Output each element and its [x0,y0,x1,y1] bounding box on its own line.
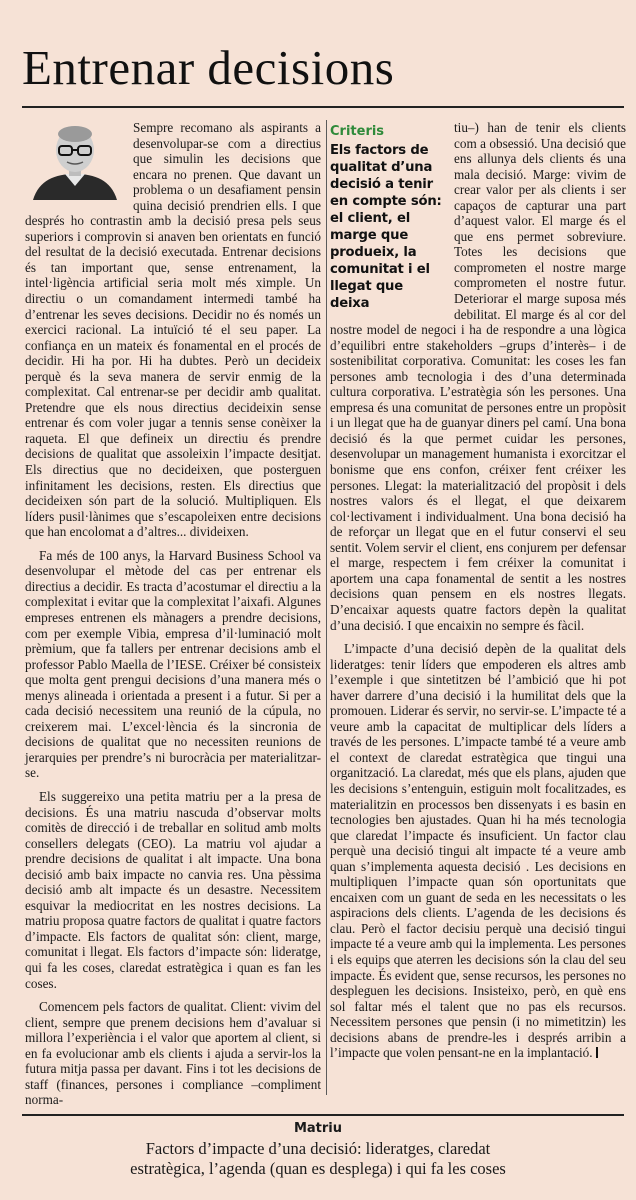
end-mark [596,1047,598,1058]
body-text: tiu–) han de tenir els clients com a obsessió. Una decisió que ens allunya dels clients és una mala decisió. Marge: vivim de crear valor per als clients i ser capaços de capturar una part d’aquest valor. El marge és el que ens permet sobreviure. Totes les decisions que comprometen el nostre marge comprometen el nostre futur. Deteriorar el marge suposa més debilitat. El marge és al cor del nostre model de negoci i ha de respondre a una lògica d’equilibri entre stakeholders –grups d’interès– i de sostenibilitat corporativa. Comunitat: les coses les fan persones amb tecnologia i des d’una determinada cultura corporativa. L’estratègia són les persones. Una empresa és una comunitat de persones entre un propòsit i un llegat que ha de guanyar diners pel camí. Una bona decisió és la que permet cuidar les persones, desenvolupar un management humanista i exorcitzar el bonisme que ens confon, créixer fent créixer les persones. Llegat: la materialització del propòsit i dels nostres valors és el llegat, el que deixarem col·lectivament i individualment. Una bona decisió ha de reforçar un llegat que en el futur conservi el seu sentit. Volem servir el client, ens conjurem per defensar el marge, respectem i fem créixer la comunitat i aportem una capa fonamental de sentit a les nostres decisions quan pensem en els nostres llegats. D’encaixar aquests quatre factors depèn la qualitat d’una decisió. I que encaixin no sempre és fàcil. [330,120,626,633]
bottom-divider [22,1114,624,1116]
body-paragraph [330,120,626,633]
article-title: Entrenar decisions [22,40,395,95]
pullquote [330,124,444,312]
body-paragraph: Comencem pels factors de qualitat. Client: vivim del client, sempre que prenem decisions hem d’avaluar si millora l’experiència i el valor que aportem al client, si en fa evolucionar amb els clients i ajuda a servir-los la futura mitja passa per davant. Fins i tot les decisions de staff (finances, persones i compliance –compliment norma- [25,999,321,1108]
body-paragraph [330,641,626,1061]
pullquote-text: Els factors de qualitat d’una decisió a tenir en compte són: el client, el marge que produeix, la comunitat i el llegat que deixa [330,143,442,311]
sidebar-text: Factors d’impacte d’una decisió: lideratges, claredat estratègica, l’agenda (quan es desplega) i qui fa les coses [130,1139,506,1178]
top-divider [22,106,624,108]
author-portrait [25,120,125,200]
column-right [330,120,626,1095]
body-paragraph: Els suggereixo una petita matriu per a la presa de decisions. És una matriu nascuda d’observar molts comitès de direcció i de treballar en solitud amb molts consellers delegats (CEO). La matriu vol ajudar a prendre decisions de qualitat i alt impacte. Una bona decisió amb baix impacte no canvia res. Una pèssima decisió amb alt impacte és un desastre. Necessitem esquivar la mediocritat en les nostres decisions. La matriu proposa quatre factors de qualitat i quatre factors d’impacte. Els factors de qualitat són: client, marge, comunitat i llegat. Els factors d’impacte són: lideratge, qui fa les coses, claredat estratègica i quan es fan les coses. [25,788,321,991]
body-paragraph: Fa més de 100 anys, la Harvard Business School va desenvolupar el mètode del cas per entrenar els directius a decidir. Es tracta d’acostumar el directiu a la complexitat i evitar que la complexitat l’aixafi. Algunes empreses entrenen els mànagers a prendre decisions, com per exemple Vibia, empresa d’il·luminació molt prèmium, que fa tallers per entrenar decisions amb el professor Pablo Maella de l’IESE. Créixer bé consisteix que molta gent prengui decisions d’una manera més o menys alineada i orientada a present i a futur. Si per a cada decisió necessitem una reunió de la cúpula, no creixerem mai. L’excel·lència és la sincronia de decisions de qualitat que no necessiten reunions de jerarquies per prendre’s ni burocràcia per materialitzar-se. [25,547,321,781]
sidebar-label: Matriu [293,1121,343,1136]
body-paragraph: Sempre recomano als aspirants a desenvolupar-se com a directius que simulin les decisions que encara no prenen. Que davant un problema o un desafiament pensin quina decisió prendrien ells. I que després ho contrastin amb la decisió presa pels seus superiors i comprovin si anaven ben orientats en funció del resultat de la decisió executada. Entrenar decisions és tan important que, sense entrenament, la intel·ligència artificial seria molt més ximple. Un directiu o un comandament intermedi també ha d’entrenar les seves decisions. Decidir no és només un exercici racional. La intuïció té el seu paper. La confiança en un mateix és fonamental en el procés de decidir. Hi ha por. Hi ha dubtes. Però un decideix perquè és la seva manera de servir enmig de la complexitat. Cal entrenar-se per decidir amb qualitat. Pretendre que els nous directius decideixin sense entrenar és com voler jugar a tennis sense conèixer la raqueta. El que defineix un directiu és prendre decisions de qualitat que assoleixin l’impacte desitjat. Els directius que no decideixen, que posterguen infinitament les decisions, resten. Els directius que decideixen són part de la solució. Multipliquen. Els líders pusil·lànimes que s’escapoleixen entre decisions que han encolomat a d’altres... divideixen. [25,120,321,540]
body-text: L’impacte d’una decisió depèn de la qualitat dels lideratges: tenir líders que empoderen els altres amb l’exemple i que sintetitzen bé l’ambició que hi pot haver darrere d’una decisió i la humilitat dels que la promouen. Liderar és servir, no servir-se. L’impacte té a veure amb la capacitat de multiplicar dels líders a través de les persones. L’impacte també té a veure amb el context de claredat estratègica que tingui una organització. La claredat, més que els plans, ajuden que les decisions s’entenguin, estiguin molt focalitzades, es materialitzin en processos ben dissenyats i es basin en tecnologies ben ajustades. Quan hi ha més tecnologia que claredat l’impacte és insuficient. Un factor clau perquè una decisió tingui alt impacte té a veure amb quan s’implementa aquesta decisió . Les decisions en multipliquen l’impacte quan són oportunitats que encaixen com un guant de seda en les necessitats o les aspiracions dels clients. L’agenda de les decisions és clau. Però el factor decisiu perquè una decisió tingui impacte té a veure amb qui la implementa. Les persones i els equips que aterren les decisions són la clau del seu impacte. És evident que, sense recursos, les persones no despleguen les decisions. Insisteixo, però, en què ens sol faltar més el talent que no pas els recursos. Necessitem persones que pensin (i no mimetitzin) les decisions abans de prendre-les i després arribin a l’impacte que volen pensant-ne en la implantació. [330,641,626,1061]
column-divider [326,120,327,1095]
column-left [25,120,321,1108]
pullquote-label: Criteris [330,124,385,139]
